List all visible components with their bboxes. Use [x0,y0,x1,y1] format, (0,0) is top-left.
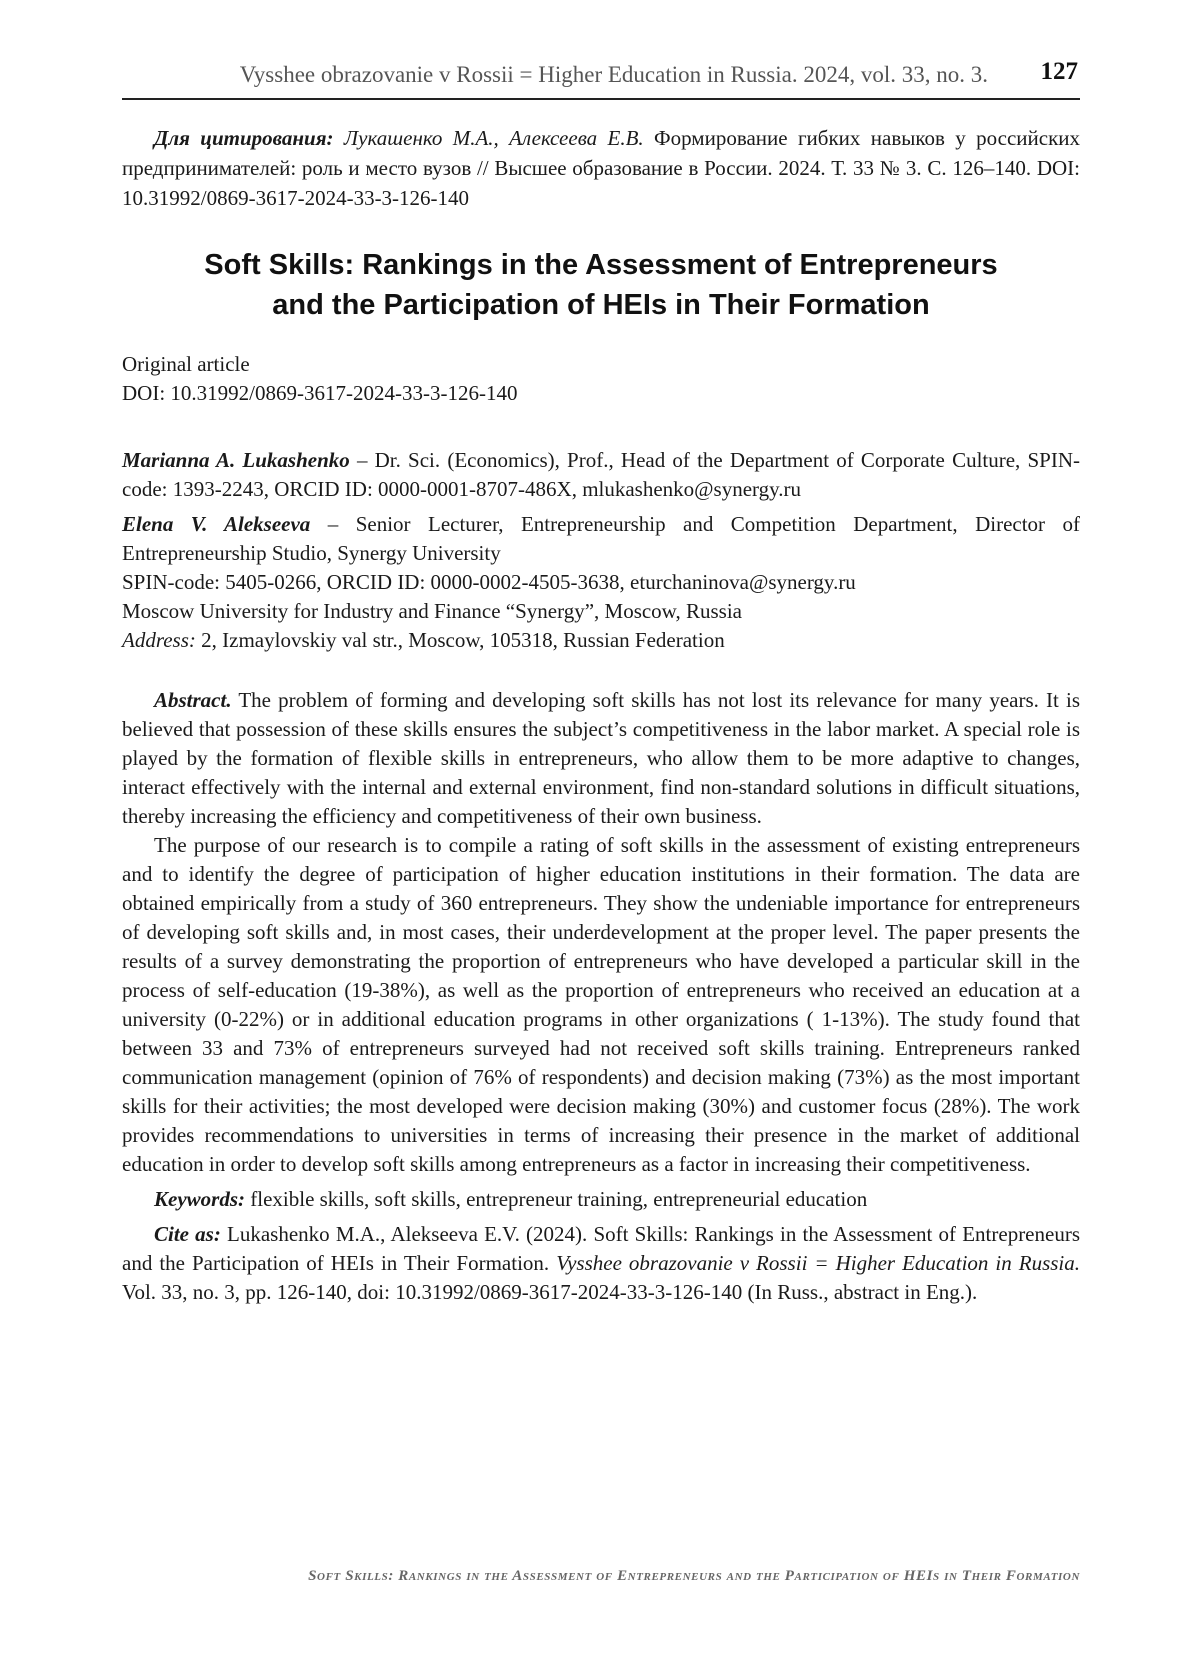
article-title-line-1: Soft Skills: Rankings in the Assessment of Entrepreneurs [204,249,998,281]
running-footer: Soft Skills: Rankings in the Assessment of Entrepreneurs and the Participation of HEIs in Their Formation [308,1568,1080,1584]
author-entry [122,510,1080,568]
russian-citation-label: Для цитирования: [154,126,334,150]
article-title [122,245,1080,325]
cite-as [122,1220,1080,1307]
abstract-label: Abstract. [154,688,232,712]
author-block [122,446,1080,655]
author-name: Marianna A. Lukashenko [122,448,350,472]
cite-as-journal: Vysshee obrazovanie v Rossii = Higher Education in Russia. [556,1251,1081,1275]
keywords-label: Keywords: [154,1187,245,1211]
abstract-text: The problem of forming and developing soft skills has not lost its relevance for many years. It is believed that possession of these skills ensures the subject’s competitiveness in the labor market. A special role is played by the formation of flexible skills in entrepreneurs, who allow them to be more adaptive to changes, interact effectively with the internal and external environment, find non-standard solutions in difficult situations, thereby increasing the efficiency and competitiveness of their own business. [122,688,1080,828]
address [122,626,1080,655]
cite-as-label: Cite as: [154,1222,221,1246]
keywords [122,1185,1080,1214]
author-spin: SPIN-code: 5405-0266, ORCID ID: 0000-0002-4505-3638, eturchaninova@synergy.ru [122,570,856,594]
russian-citation-text: Формирование гибких навыков у российских предпринимателей: роль и место вузов // Высшее образование в России. 2024. Т. 33 № 3. С. 126–140. DOI: 10.31992/0869-3617-2024-33-3-126-140 [122,126,1081,210]
affiliation: Moscow University for Industry and Finance “Synergy”, Moscow, Russia [122,599,742,623]
article-page [122,0,1080,1658]
abstract-section [122,686,1080,1307]
address-text: 2, Izmaylovskiy val str., Moscow, 105318, Russian Federation [201,628,725,652]
author-details: – Dr. Sci. (Economics), Prof., Head of the Department of Corporate Culture, SPIN-code: 1393-2243, ORCID ID: 0000-0001-8707-486X, mlukashenko@synergy.ru [122,448,1081,501]
author-entry [122,446,1080,504]
page-number: 127 [1040,58,1078,85]
author-details: – Senior Lecturer, Entrepreneurship and Competition Department, Director of Entrepreneurship Studio, Synergy University [122,512,1080,565]
address-label: Address: [122,628,196,652]
article-type: Original article [122,352,250,376]
article-doi: DOI: 10.31992/0869-3617-2024-33-3-126-140 [122,381,518,405]
keywords-text: flexible skills, soft skills, entrepreneur training, entrepreneurial education [250,1187,868,1211]
abstract-paragraph [122,686,1080,831]
russian-citation-authors: Лукашенко М.А., Алексеева Е.В. [343,126,644,150]
author-name: Elena V. Alekseeva [122,512,311,536]
running-header [122,58,1080,100]
cite-as-details: Vol. 33, no. 3, pp. 126-140, doi: 10.31992/0869-3617-2024-33-3-126-140 (In Russ., abstract in Eng.). [122,1280,978,1304]
russian-citation [122,123,1080,213]
cite-as-text: Lukashenko M.A., Alekseeva E.V. (2024). Soft Skills: Rankings in the Assessment of Entrepreneurs and the Participation of HEIs in Their Formation. [122,1222,1080,1275]
journal-name: Vysshee obrazovanie v Rossii = Higher Education in Russia. 2024, vol. 33, no. 3. [239,62,988,87]
article-meta [122,350,1080,408]
abstract-paragraph: The purpose of our research is to compile a rating of soft skills in the assessment of existing entrepreneurs and to identify the degree of participation of higher education institutions in their formation. The data are obtained empirically from a study of 360 entrepreneurs. They show the undeniable importance for entrepreneurs of developing soft skills and, in most cases, their underdevelopment at the proper level. The paper presents the results of a survey demonstrating the proportion of entrepreneurs who have developed a particular skill in the process of self-education (19-38%), as well as the proportion of entrepreneurs who received an education at a university (0-22%) or in additional education programs in other organizations ( 1-13%). The study found that between 33 and 73% of entrepreneurs surveyed had not received soft skills training. Entrepreneurs ranked communication management (opinion of 76% of respondents) and decision making (73%) as the most important skills for their activities; the most developed were decision making (30%) and customer focus (28%). The work provides recommendations to universities in terms of increasing their presence in the market of additional education in order to develop soft skills among entrepreneurs as a factor in increasing their competitiveness. [122,833,1080,1176]
article-title-line-2: and the Participation of HEIs in Their Formation [272,289,930,321]
